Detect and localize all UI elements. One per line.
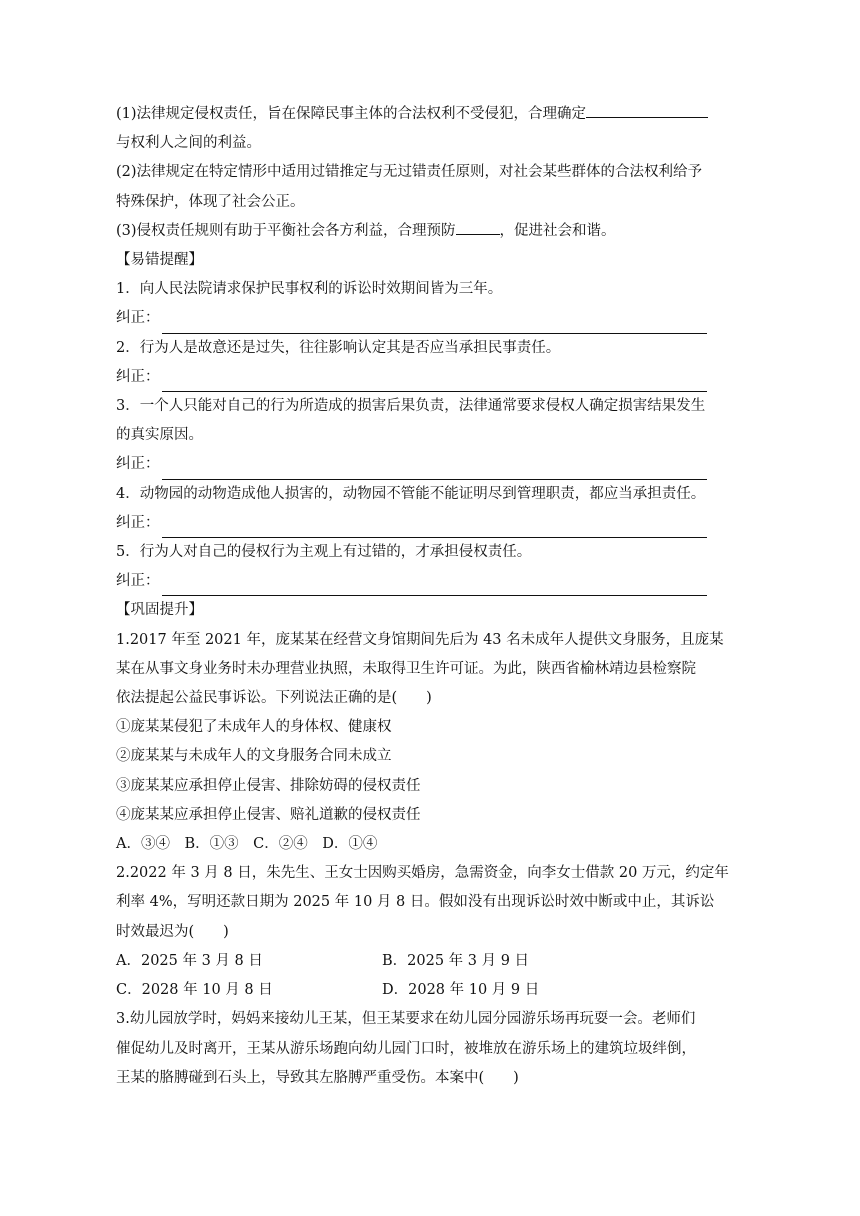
correction-label: 纠正： [116,310,160,327]
question-1-statement: ③庞某某应承担停止侵害、排除妨碍的侵权责任 [116,777,421,794]
error-item: 1．向人民法院请求保护民事权利的诉讼时效期间皆为三年。 [116,281,503,298]
intro-text: (1)法律规定侵权责任，旨在保障民事主体的合法权利不受侵犯，合理确定 [116,106,587,122]
correction-row [116,509,740,538]
question-3-text: 3.幼儿园放学时，妈妈来接幼儿王某，但王某要求在幼儿园分园游乐场再玩耍一会。老师们 [116,1011,696,1028]
document-body [116,100,740,1093]
correction-row [116,567,740,596]
question-1-statement: ④庞某某应承担停止侵害、赔礼道歉的侵权责任 [116,806,421,823]
correction-row [116,363,740,392]
correction-label: 纠正： [116,514,160,531]
error-item: 3．一个人只能对自己的行为所造成的损害后果负责，法律通常要求侵权人确定损害结果发生 [116,398,706,415]
intro-paragraph-2: (2)法律规定在特定情形中适用过错推定与无过错责任原则，对社会某些群体的合法权利给予 [116,164,703,181]
correction-label: 纠正： [116,368,160,385]
error-item: 2．行为人是故意还是过失，往往影响认定其是否应当承担民事责任。 [116,339,561,356]
correction-line[interactable] [162,315,707,334]
error-item: 4．动物园的动物造成他人损害的，动物园不管能不能证明尽到管理职责，都应当承担责任。 [116,485,706,502]
section-heading-errors: 【易错提醒】 [116,252,203,269]
question-1-statement: ②庞某某与未成年人的文身服务合同未成立 [116,748,392,765]
question-3-text: 王某的胳膊碰到石头上，导致其左胳膊严重受伤。本案中( ) [116,1069,519,1086]
correction-line[interactable] [162,461,707,480]
intro-paragraph-1 [116,100,740,129]
question-2-text: 利率 4%，写明还款日期为 2025 年 10 月 8 日。假如没有出现诉讼时效中断或中止，其诉讼 [116,894,715,911]
option-b[interactable]: B．2025 年 3 月 9 日 [382,952,530,969]
question-1-text: 依法提起公益民事诉讼。下列说法正确的是( ) [116,690,432,707]
question-3-text: 催促幼儿及时离开，王某从游乐场跑向幼儿园门口时，被堆放在游乐场上的建筑垃圾绊倒， [116,1040,696,1057]
option-d[interactable]: D．2028 年 10 月 9 日 [382,982,540,999]
intro-text: 特殊保护，体现了社会公正。 [116,193,305,210]
fill-blank[interactable] [586,103,708,118]
option-a[interactable]: A．2025 年 3 月 8 日 [116,952,263,969]
question-2-text: 2.2022 年 3 月 8 日，朱先生、王女士因购买婚房，急需资金，向李女士借款 20 万元，约定年 [116,865,729,882]
correction-line[interactable] [162,577,707,596]
correction-row [116,304,740,333]
question-2-options-row [116,947,740,976]
intro-text: ，促进社会和谐。 [499,222,616,239]
correction-label: 纠正： [116,456,160,473]
section-heading-practice: 【巩固提升】 [116,602,203,619]
question-1-text: 1.2017 年至 2021 年，庞某某在经营文身馆期间先后为 43 名未成年人提供文身服务，且庞某 [116,631,724,648]
correction-row [116,450,740,479]
question-1-options[interactable]: A．③④ B．①③ C．②④ D．①④ [116,836,378,853]
correction-line[interactable] [162,373,707,392]
intro-text: 与权利人之间的利益。 [116,135,261,152]
question-2-text: 时效最迟为( ) [116,923,229,940]
error-item: 5．行为人对自己的侵权行为主观上有过错的，才承担侵权责任。 [116,544,532,561]
correction-label: 纠正： [116,573,160,590]
error-item-continuation: 的真实原因。 [116,427,203,444]
question-1-statement: ①庞某某侵犯了未成年人的身体权、健康权 [116,719,392,736]
option-c[interactable]: C．2028 年 10 月 8 日 [116,982,273,999]
intro-text: (3)侵权责任规则有助于平衡社会各方利益，合理预防 [116,222,456,239]
fill-blank[interactable] [456,220,500,235]
intro-paragraph-3 [116,217,740,246]
question-2-options-row [116,976,740,1005]
correction-line[interactable] [162,519,707,538]
question-1-text: 某在从事文身业务时未办理营业执照，未取得卫生许可证。为此，陕西省榆林靖边县检察院 [116,660,696,677]
